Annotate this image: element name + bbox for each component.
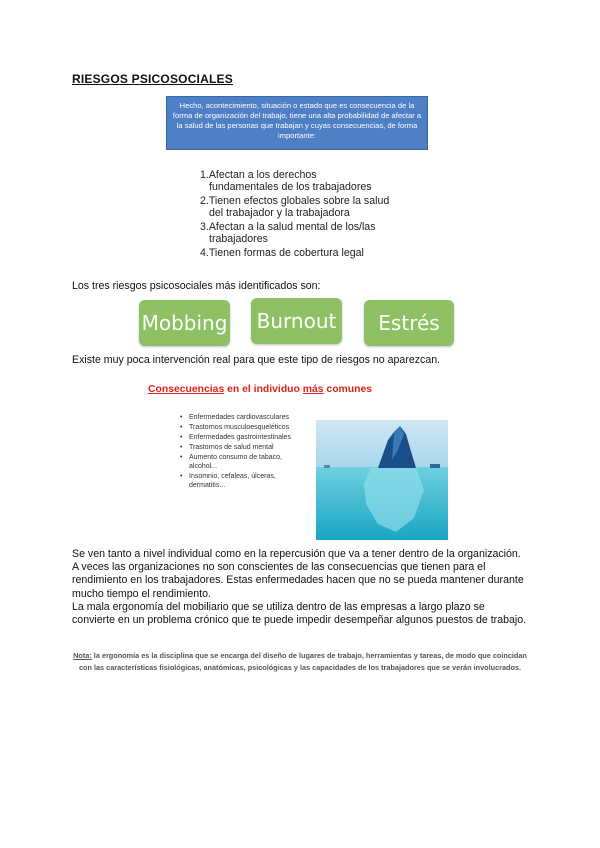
intervention-text: Existe muy poca intervención real para que este tipo de riesgos no aparezcan. — [72, 354, 441, 366]
list-item: 3.Afectan a la salud mental de los/las trabajadores — [200, 221, 376, 245]
paragraph: La mala ergonomía del mobiliario que se utiliza dentro de las empresas a largo plazo se convierte en un problema crónico que te puede impedir desempeñar algunos puestos de trabajo. — [72, 600, 527, 627]
list-item: • Aumento consumo de tabaco, alcohol... — [180, 453, 308, 471]
list-item: • Insomnio, cefaleas, úlceras, dermatitis... — [180, 472, 308, 490]
risk-box-mobbing: Mobbing — [139, 300, 230, 346]
consequences-list — [180, 413, 308, 491]
characteristics-list — [200, 169, 440, 261]
list-item: • Trastornos musculoesqueléticos — [180, 423, 308, 432]
footnote: Nota: la ergonomía es la disciplina que se encarga del diseño de lugares de trabajo, herramientas y tareas, de modo que coincidan con las características fisiológicas, anatómicas, psicológicas y las capacidades de los trabajadores que se verán involucrados. — [73, 651, 527, 672]
definition-box: Hecho, acontecimiento, situación o estado que es consecuencia de la forma de organización del trabajo, tiene una alta probabilidad de afectar a la salud de las personas que trabajan y cuyas consecuencias, de forma importante: — [166, 96, 428, 150]
body-paragraphs — [72, 548, 528, 627]
list-item: 4.Tienen formas de cobertura legal — [200, 247, 364, 259]
iceberg-image — [316, 420, 448, 540]
intro-text: Los tres riesgos psicosociales más identificados son: — [72, 280, 321, 292]
list-item: • Enfermedades cardiovasculares — [180, 413, 308, 422]
list-item: 1.Afectan a los derechos fundamentales de los trabajadores — [200, 169, 372, 193]
risk-box-estres: Estrés — [364, 300, 454, 346]
risk-box-burnout: Burnout — [251, 298, 342, 344]
document-title: RIESGOS PSICOSOCIALES — [72, 72, 233, 86]
list-item: • Trastornos de salud mental — [180, 443, 308, 452]
paragraph: Se ven tanto a nivel individual como en la repercusión que va a tener dentro de la organización. A veces las organizaciones no son conscientes de las consecuencias que tienen para el rendimiento en los trabajadores. Estas enfermedades hacen que no se pueda mantener durante mucho tiempo el rendimiento. — [72, 548, 524, 600]
list-item: • Enfermedades gastrointestinales — [180, 433, 308, 442]
consequences-title: Consecuencias en el individuo más comunes — [148, 384, 373, 395]
list-item: 2.Tienen efectos globales sobre la salud del trabajador y la trabajadora — [200, 195, 390, 219]
